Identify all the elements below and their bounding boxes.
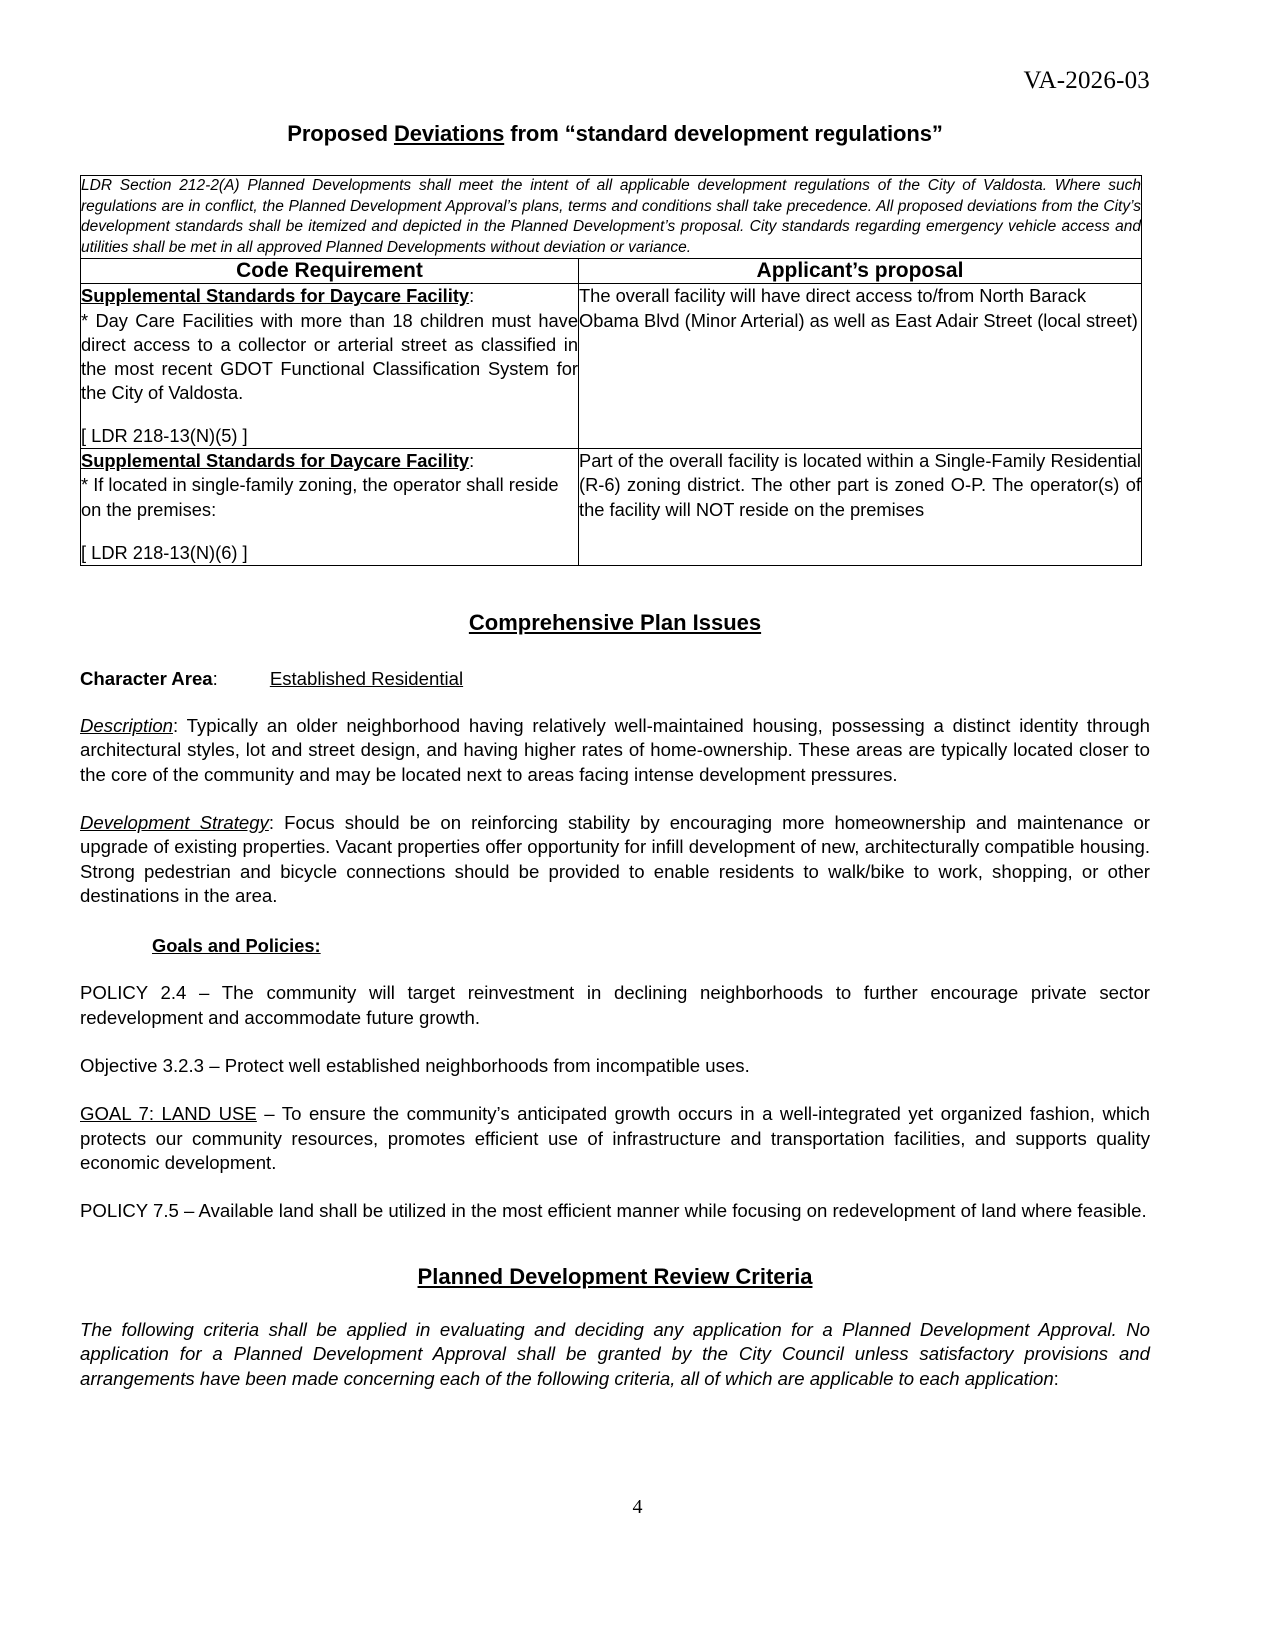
- character-area-colon: :: [212, 667, 218, 689]
- description-label: Description: [80, 714, 174, 736]
- applicant-proposal-cell-2: [579, 449, 1142, 566]
- spacer: [81, 405, 578, 424]
- description-colon: :: [173, 714, 179, 736]
- requirement-body-1: * Day Care Facilities with more than 18 children must have direct access to a collector or arterial street as classified in the most recent GDOT Functional Classification System for the City of Valdosta.: [81, 309, 578, 403]
- ldr-intro-cell: [81, 176, 1142, 259]
- character-area-row: [80, 668, 1150, 690]
- comprehensive-plan-heading: Comprehensive Plan Issues: [468, 609, 762, 635]
- deviations-table: [80, 175, 1142, 566]
- code-requirement-cell-2: [81, 449, 579, 566]
- review-criteria-intro: [80, 1318, 1150, 1392]
- requirement-heading-2: Supplemental Standards for Daycare Facility: [81, 450, 470, 472]
- requirement-heading-colon-2: :: [469, 450, 475, 472]
- review-criteria-heading: Planned Development Review Criteria: [417, 1263, 813, 1289]
- requirement-heading-1: Supplemental Standards for Daycare Facility: [81, 285, 470, 307]
- table-row-intro: [81, 176, 1142, 259]
- page-title: [80, 121, 1150, 147]
- character-area-label: Character Area: [80, 667, 213, 689]
- spacer: [81, 522, 578, 541]
- page-title-prefix: Proposed: [287, 121, 394, 146]
- goals-and-policies-heading: Goals and Policies:: [152, 935, 321, 957]
- table-row: [81, 284, 1142, 449]
- requirement-citation-1: [ LDR 218-13(N)(5) ]: [81, 425, 248, 447]
- policy-7-5-paragraph: POLICY 7.5 – Available land shall be utilized in the most efficient manner while focusing on redevelopment of land where feasible.: [80, 1200, 1147, 1222]
- goal-7-paragraph: [80, 1102, 1150, 1175]
- page-number: 4: [632, 1496, 643, 1518]
- ldr-intro-text: LDR Section 212-2(A) Planned Developments shall meet the intent of all applicable development regulations of the City of Valdosta. Where such regulations are in conflict, the Planned Development Approval’s plans, terms and conditions shall take precedence. All proposed deviations from the City’s development standards shall be itemized and depicted in the Planned Development’s proposal. City standards regarding emergency vehicle access and utilities shall be met in all approved Planned Developments without deviation or variance.: [81, 177, 1141, 256]
- proposal-text-1: The overall facility will have direct access to/from North Barack Obama Blvd (Minor Arterial) as well as East Adair Street (local street): [579, 285, 1138, 331]
- description-paragraph: [80, 714, 1150, 787]
- proposal-text-2: Part of the overall facility is located within a Single-Family Residential (R-6) zoning district. The other part is zoned O-P. The operator(s) of the facility will NOT reside on the premises: [579, 450, 1141, 520]
- development-strategy-paragraph: [80, 811, 1150, 908]
- character-area-value: Established Residential: [269, 667, 464, 689]
- requirement-citation-2: [ LDR 218-13(N)(6) ]: [81, 541, 248, 563]
- development-strategy-label: Development Strategy: [80, 811, 269, 833]
- page-content: [80, 0, 1150, 1392]
- goal-7-label: GOAL 7: LAND USE: [80, 1103, 257, 1125]
- objective-3-2-3-paragraph: Objective 3.2.3 – Protect well established neighborhoods from incompatible uses.: [80, 1054, 750, 1076]
- requirement-heading-colon-1: :: [469, 285, 475, 307]
- review-criteria-intro-tail: :: [1053, 1368, 1059, 1390]
- code-requirement-cell-1: [81, 284, 579, 449]
- policy-2-4-paragraph: POLICY 2.4 – The community will target reinvestment in declining neighborhoods to further encourage private sector redevelopment and accommodate future growth.: [80, 982, 1150, 1028]
- document-reference-number: VA-2026-03: [1023, 67, 1150, 94]
- goal-7-text: – To ensure the community’s anticipated growth occurs in a well-integrated yet organized fashion, which protects our community resources, promotes efficient use of infrastructure and transportation facilities, and supports quality economic development.: [80, 1103, 1150, 1173]
- review-criteria-section: [80, 1264, 1150, 1392]
- table-header-row: [81, 259, 1142, 284]
- description-text: Typically an older neighborhood having relatively well-maintained housing, possessing a distinct identity through architectural styles, lot and street design, and having higher rates of home-ownership. These areas are typically located closer to the core of the community and may be located next to areas facing intense development pressures.: [80, 714, 1150, 785]
- development-strategy-colon: :: [268, 811, 275, 833]
- page-title-suffix: from “standard development regulations”: [504, 121, 943, 146]
- applicant-proposal-cell-1: [579, 284, 1142, 449]
- table-row: [81, 449, 1142, 566]
- page-title-emphasis: Deviations: [393, 121, 505, 146]
- comprehensive-plan-section: [80, 610, 1150, 1224]
- column-header-code-requirement: Code Requirement: [81, 259, 579, 284]
- development-strategy-text: Focus should be on reinforcing stability by encouraging more homeownership and maintenance or upgrade of existing properties. Vacant properties offer opportunity for infill development of new, architecturally compatible housing. Strong pedestrian and bicycle connections should be provided to enable residents to walk/bike to work, shopping, or other destinations in the area.: [80, 811, 1150, 906]
- requirement-body-2: * If located in single-family zoning, the operator shall reside on the premises:: [81, 474, 559, 520]
- review-criteria-intro-text: The following criteria shall be applied in evaluating and deciding any application for a Planned Development Approval. No application for a Planned Development Approval shall be granted by the City Council unless satisfactory provisions and arrangements have been made concerning each of the following criteria, all of which are applicable to each application: [80, 1318, 1150, 1390]
- column-header-applicants-proposal: Applicant’s proposal: [579, 259, 1142, 284]
